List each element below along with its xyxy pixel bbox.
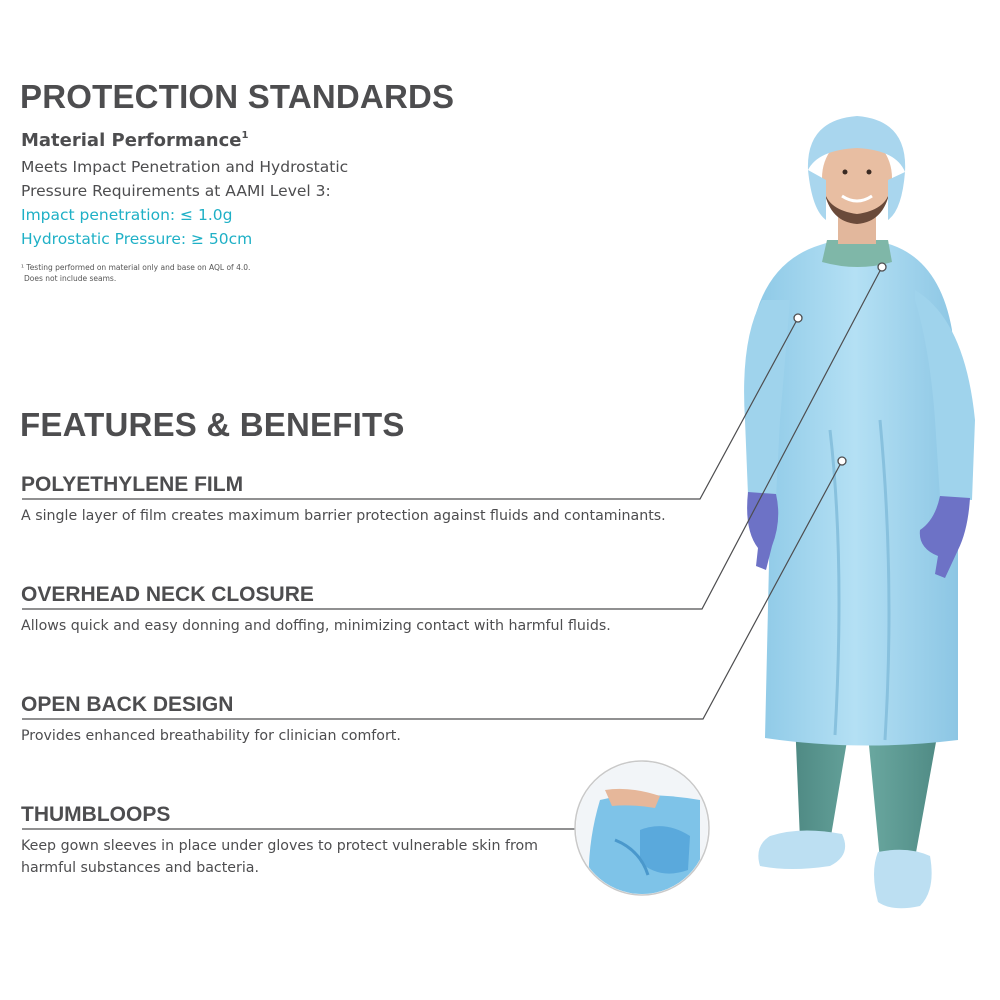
callout-dot [878,263,886,271]
material-performance-subheading [21,130,248,151]
callout-dot [838,457,846,465]
feature-title: THUMBLOOPS [21,803,171,826]
requirements-line-2: Pressure Requirements at AAMI Level 3: [21,182,331,200]
thumbloop-detail-circle [570,760,720,900]
feature-thumbloops [21,803,538,879]
subheading-text: Material Performance [21,130,242,151]
feature-overhead-neck-closure [21,583,611,637]
shoe-cover-left [758,830,845,869]
shoe-cover-right [874,850,932,909]
hydrostatic-pressure-spec: Hydrostatic Pressure: ≥ 50cm [21,230,253,248]
callout-dot [794,314,802,322]
feature-title: POLYETHYLENE FILM [21,473,244,496]
footnote-line-1: ¹ Testing performed on material only and base on AQL of 4.0. [21,263,251,272]
feature-open-back-design [21,693,401,747]
protection-standards-heading: PROTECTION STANDARDS [20,78,455,115]
material-performance-details [21,155,348,251]
footnote [21,262,250,284]
feature-title: OVERHEAD NECK CLOSURE [21,583,314,606]
feature-description: Allows quick and easy donning and doffing, minimizing contact with harmful fluids. [21,618,611,634]
feature-description: Provides enhanced breathability for clinician comfort. [21,728,401,744]
requirements-line-1: Meets Impact Penetration and Hydrostatic [21,158,349,176]
feature-description-line-1: Keep gown sleeves in place under gloves to protect vulnerable skin from [21,838,538,854]
feature-polyethylene-film [21,473,666,527]
model-figure [744,116,975,908]
impact-penetration-spec: Impact penetration: ≤ 1.0g [21,206,233,224]
footnote-mark: 1 [241,130,249,141]
feature-description-line-2: harmful substances and bacteria. [21,860,259,876]
features-benefits-heading: FEATURES & BENEFITS [20,406,405,443]
feature-description: A single layer of film creates maximum barrier protection against fluids and contaminants. [21,508,666,524]
footnote-line-2: Does not include seams. [24,274,117,283]
feature-title: OPEN BACK DESIGN [21,693,234,716]
